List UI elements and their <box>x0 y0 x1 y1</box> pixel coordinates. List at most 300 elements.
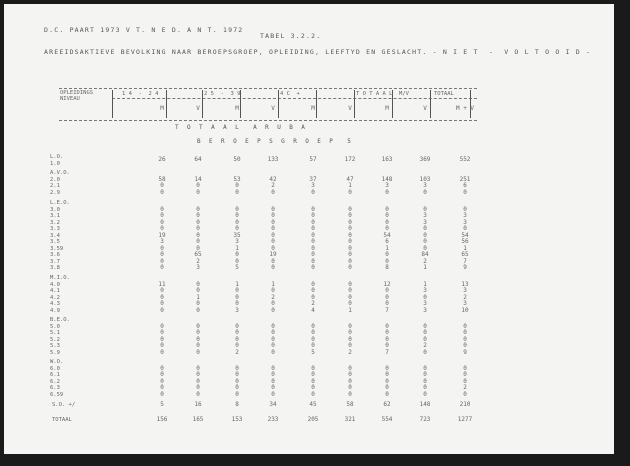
table-cell: 0 <box>423 390 427 398</box>
table-cell: 0 <box>196 342 200 349</box>
table-cell: 56 <box>461 238 469 245</box>
row-label: S.O. +/ <box>52 402 76 408</box>
table-cell: 3 <box>160 238 164 245</box>
column-divider <box>354 90 355 118</box>
row-header: OPLEIDINGS NIVEAU <box>60 90 94 102</box>
table-cell: 2 <box>311 300 315 307</box>
table-cell: 148 <box>419 401 431 408</box>
table-cell: 0 <box>160 188 164 196</box>
column-divider <box>166 90 167 118</box>
table-cell: 0 <box>271 238 275 245</box>
age-group-header: 4 C + <box>280 91 300 97</box>
table-cell: 5 <box>311 348 315 356</box>
table-cell: 0 <box>423 231 427 239</box>
table-cell: 10 <box>461 306 469 314</box>
table-cell: 9 <box>463 348 467 356</box>
table-cell: 0 <box>423 348 427 356</box>
table-cell: 172 <box>344 156 356 163</box>
table-cell: 0 <box>235 182 239 189</box>
table-cell: 0 <box>348 218 352 226</box>
table-cell: 0 <box>311 238 315 245</box>
table-cell: 2 <box>463 384 467 391</box>
table-cell: 47 <box>346 175 354 183</box>
table-cell: 0 <box>311 251 315 258</box>
column-divider <box>112 90 113 118</box>
table-cell: 0 <box>463 329 467 336</box>
table-cell: 65 <box>194 251 202 258</box>
table-cell: 0 <box>160 300 164 307</box>
table-cell: 0 <box>271 377 275 385</box>
table-cell: 0 <box>271 300 275 307</box>
table-cell: 0 <box>348 244 352 252</box>
table-cell: 0 <box>463 371 467 378</box>
table-number: TABEL 3.2.2. <box>260 32 322 40</box>
total-cell: 165 <box>192 416 204 423</box>
table-cell: 0 <box>196 329 200 336</box>
table-cell: 0 <box>423 364 427 372</box>
table-cell: 0 <box>348 293 352 301</box>
group-label: L.E.O. <box>50 200 70 206</box>
table-cell: 0 <box>385 212 389 219</box>
table-cell: 0 <box>311 280 315 288</box>
table-cell: 3 <box>423 306 427 314</box>
table-cell: 0 <box>160 371 164 378</box>
table-cell: 3 <box>311 182 315 189</box>
table-cell: 1 <box>385 244 389 252</box>
table-cell: 0 <box>311 390 315 398</box>
table-cell: 34 <box>269 401 277 408</box>
table-cell: 0 <box>385 377 389 385</box>
table-cell: 7 <box>385 348 389 356</box>
table-cell: 0 <box>196 238 200 245</box>
table-cell: 0 <box>311 342 315 349</box>
sex-header: M <box>235 105 239 112</box>
row-label: 4.1 <box>50 288 60 294</box>
table-cell: 0 <box>271 364 275 372</box>
table-cell: 50 <box>233 156 241 163</box>
table-cell: 0 <box>196 244 200 252</box>
table-cell: 35 <box>233 231 241 239</box>
row-label: 1.0 <box>50 160 60 167</box>
table-cell: 3 <box>423 212 427 219</box>
table-cell: 0 <box>463 377 467 385</box>
table-cell: 3 <box>463 300 467 307</box>
table-cell: 1 <box>423 264 427 271</box>
table-cell: 0 <box>160 390 164 398</box>
row-label: 5.9 <box>50 349 60 356</box>
table-cell: 2 <box>348 348 352 356</box>
table-cell: 0 <box>311 231 315 239</box>
table-cell: 57 <box>309 156 317 163</box>
table-cell: 0 <box>348 287 352 294</box>
table-cell: 0 <box>385 322 389 330</box>
table-cell: 0 <box>311 188 315 196</box>
table-cell: 13 <box>461 280 469 288</box>
table-cell: 3 <box>463 218 467 226</box>
table-cell: 45 <box>309 401 317 408</box>
table-cell: 2 <box>271 293 275 301</box>
table-cell: 8 <box>385 264 389 271</box>
table-cell: 1 <box>348 182 352 189</box>
table-cell: 0 <box>311 377 315 385</box>
table-cell: 5 <box>235 264 239 271</box>
table-cell: 0 <box>463 390 467 398</box>
table-cell: 0 <box>311 322 315 330</box>
row-label: 5.0 <box>50 323 60 330</box>
table-cell: 3 <box>423 287 427 294</box>
table-cell: 0 <box>271 264 275 271</box>
row-label: 3.0 <box>50 206 60 213</box>
table-cell: 0 <box>160 306 164 314</box>
table-cell: 0 <box>271 225 275 232</box>
table-cell: 2 <box>423 342 427 349</box>
row-label: 6.59 <box>50 391 64 398</box>
table-cell: 148 <box>381 175 393 183</box>
table-cell: 163 <box>381 156 393 163</box>
column-divider <box>202 90 203 118</box>
table-cell: 0 <box>423 335 427 343</box>
table-cell: 0 <box>196 335 200 343</box>
table-cell: 58 <box>346 401 354 408</box>
row-label: 5.3 <box>50 343 60 349</box>
row-label: 6.1 <box>50 372 60 378</box>
table-cell: 0 <box>160 329 164 336</box>
table-cell: 54 <box>461 231 469 239</box>
table-cell: 11 <box>158 280 166 288</box>
table-cell: 2 <box>463 293 467 301</box>
table-cell: 0 <box>196 280 200 288</box>
sex-header: V <box>271 105 275 112</box>
table-cell: 0 <box>348 280 352 288</box>
table-cell: 0 <box>385 342 389 349</box>
table-cell: 0 <box>196 390 200 398</box>
rule <box>59 88 477 89</box>
table-cell: 0 <box>196 322 200 330</box>
table-cell: 0 <box>385 205 389 213</box>
row-label: 2.1 <box>50 183 60 189</box>
table-cell: 0 <box>423 371 427 378</box>
table-cell: 0 <box>311 225 315 232</box>
table-cell: 0 <box>235 257 239 265</box>
table-cell: 0 <box>196 212 200 219</box>
table-cell: 2 <box>271 182 275 189</box>
group-label: B.E.O. <box>50 317 70 323</box>
row-label: 3.6 <box>50 252 60 258</box>
table-cell: 0 <box>311 257 315 265</box>
sex-header: V <box>423 105 427 112</box>
table-cell: 0 <box>196 384 200 391</box>
table-cell: 3 <box>423 300 427 307</box>
table-cell: 0 <box>271 205 275 213</box>
table-cell: 0 <box>235 225 239 232</box>
table-cell: 0 <box>271 342 275 349</box>
table-cell: 0 <box>385 293 389 301</box>
row-label: 4.9 <box>50 307 60 314</box>
table-cell: 84 <box>421 251 429 258</box>
table-cell: 0 <box>271 188 275 196</box>
table-cell: 1 <box>463 244 467 252</box>
sex-header: M <box>385 105 389 112</box>
table-cell: 0 <box>348 205 352 213</box>
table-cell: 0 <box>271 244 275 252</box>
table-cell: 0 <box>348 371 352 378</box>
table-cell: 0 <box>311 329 315 336</box>
total-cell: 321 <box>344 416 356 423</box>
table-cell: 0 <box>160 218 164 226</box>
sex-header: M <box>160 105 164 112</box>
table-cell: 0 <box>385 287 389 294</box>
table-cell: 0 <box>271 371 275 378</box>
table-cell: 0 <box>463 225 467 232</box>
table-cell: 1 <box>271 280 275 288</box>
total-cell: 153 <box>231 416 243 423</box>
table-cell: 0 <box>196 364 200 372</box>
table-cell: 1 <box>196 293 200 301</box>
row-label: 3.8 <box>50 265 60 271</box>
table-cell: 0 <box>160 348 164 356</box>
column-divider <box>278 90 279 118</box>
table-cell: 0 <box>311 335 315 343</box>
table-cell: 0 <box>235 188 239 196</box>
table-cell: 552 <box>459 156 471 163</box>
section-title: T O T A A L A R U B A <box>175 124 308 131</box>
row-label: 5.2 <box>50 336 60 343</box>
table-cell: 0 <box>463 335 467 343</box>
table-cell: 0 <box>160 322 164 330</box>
table-cell: 0 <box>196 205 200 213</box>
table-cell: 0 <box>196 287 200 294</box>
table-cell: 0 <box>271 306 275 314</box>
group-label: L.O. <box>50 154 64 160</box>
column-divider <box>316 90 317 118</box>
total-cell: 723 <box>419 416 431 423</box>
table-cell: 0 <box>385 251 389 258</box>
table-cell: 54 <box>383 231 391 239</box>
table-cell: 0 <box>385 329 389 336</box>
table-cell: 0 <box>311 293 315 301</box>
table-cell: 0 <box>235 390 239 398</box>
table-cell: 58 <box>158 175 166 183</box>
table-cell: 0 <box>385 364 389 372</box>
document-page <box>4 4 614 454</box>
table-cell: 0 <box>235 251 239 258</box>
age-group-header: 1 4 - 2 4 <box>122 91 159 97</box>
table-cell: 0 <box>196 182 200 189</box>
table-cell: 0 <box>160 377 164 385</box>
table-cell: 3 <box>463 212 467 219</box>
table-cell: 0 <box>235 371 239 378</box>
table-cell: 0 <box>271 257 275 265</box>
row-label: 6.0 <box>50 365 60 372</box>
table-cell: 0 <box>423 293 427 301</box>
row-label: 3.7 <box>50 258 60 265</box>
table-cell: 0 <box>311 287 315 294</box>
table-cell: 1 <box>423 280 427 288</box>
table-cell: 0 <box>160 342 164 349</box>
table-cell: 0 <box>160 287 164 294</box>
table-cell: 8 <box>235 401 239 408</box>
table-cell: 0 <box>311 244 315 252</box>
table-cell: 3 <box>235 306 239 314</box>
table-cell: 0 <box>271 335 275 343</box>
table-cell: 2 <box>196 257 200 265</box>
table-cell: 0 <box>235 322 239 330</box>
table-cell: 0 <box>271 390 275 398</box>
table-cell: 0 <box>463 322 467 330</box>
table-cell: 0 <box>423 244 427 252</box>
table-cell: 0 <box>160 384 164 391</box>
table-cell: 6 <box>385 238 389 245</box>
table-cell: 0 <box>235 212 239 219</box>
row-label: 3.1 <box>50 213 60 219</box>
table-cell: 0 <box>160 225 164 232</box>
rule <box>59 120 477 121</box>
row-label: 3.5 <box>50 239 60 245</box>
table-cell: 0 <box>311 264 315 271</box>
group-label: A.V.O. <box>50 170 70 176</box>
table-cell: 0 <box>423 329 427 336</box>
table-cell: 0 <box>348 390 352 398</box>
table-cell: 0 <box>311 384 315 391</box>
table-cell: 16 <box>194 401 202 408</box>
age-group-header: TOTAAL <box>434 91 454 97</box>
table-cell: 0 <box>348 384 352 391</box>
table-cell: 133 <box>267 156 279 163</box>
table-cell: 0 <box>463 364 467 372</box>
row-label: 4.3 <box>50 301 60 307</box>
table-cell: 1 <box>348 306 352 314</box>
table-cell: 0 <box>311 212 315 219</box>
table-cell: 0 <box>385 384 389 391</box>
table-cell: 0 <box>271 212 275 219</box>
table-cell: 0 <box>348 212 352 219</box>
table-cell: 0 <box>235 329 239 336</box>
table-cell: 0 <box>271 384 275 391</box>
row-label: 4.2 <box>50 294 60 301</box>
table-cell: 0 <box>463 205 467 213</box>
table-cell: 0 <box>271 348 275 356</box>
total-cell: 156 <box>156 416 168 423</box>
table-cell: 0 <box>423 238 427 245</box>
table-cell: 0 <box>311 364 315 372</box>
group-label: W.O. <box>50 359 64 365</box>
table-cell: 5 <box>160 401 164 408</box>
row-label: 5.1 <box>50 330 60 336</box>
table-cell: 3 <box>463 287 467 294</box>
table-cell: 0 <box>348 264 352 271</box>
sex-header: M <box>311 105 315 112</box>
table-cell: 0 <box>196 188 200 196</box>
table-cell: 1 <box>235 280 239 288</box>
table-cell: 0 <box>423 384 427 391</box>
group-label: M.I.O. <box>50 275 70 281</box>
table-cell: 0 <box>385 335 389 343</box>
row-label: 6.2 <box>50 378 60 385</box>
table-cell: 42 <box>269 175 277 183</box>
table-cell: 2 <box>235 348 239 356</box>
age-group-header: T O T A A L M/V <box>356 91 409 97</box>
table-cell: 0 <box>235 218 239 226</box>
table-cell: 0 <box>348 342 352 349</box>
table-cell: 0 <box>196 231 200 239</box>
row-label: 2.9 <box>50 189 60 196</box>
table-cell: 0 <box>235 205 239 213</box>
table-cell: 0 <box>196 225 200 232</box>
table-cell: 0 <box>271 287 275 294</box>
table-cell: 210 <box>459 401 471 408</box>
table-cell: 26 <box>158 156 166 163</box>
table-cell: 0 <box>160 212 164 219</box>
total-cell: 1277 <box>457 416 473 423</box>
sex-header: V <box>196 105 200 112</box>
table-cell: 0 <box>385 300 389 307</box>
table-cell: 0 <box>235 377 239 385</box>
table-cell: 65 <box>461 251 469 258</box>
row-label: 3.2 <box>50 219 60 226</box>
table-cell: 0 <box>423 377 427 385</box>
table-cell: 3 <box>385 182 389 189</box>
table-title: AREEIDSAKTIEVE BEVOLKING NAAR BEROEPSGROEP, OPLEIDING, LEEFTYD EN GESLACHT. - N I E T - V O L T O O I D - <box>44 48 592 56</box>
table-cell: 0 <box>196 371 200 378</box>
table-cell: 14 <box>194 175 202 183</box>
table-cell: 0 <box>235 384 239 391</box>
table-cell: 0 <box>196 300 200 307</box>
table-cell: 3 <box>196 264 200 271</box>
table-cell: 0 <box>348 329 352 336</box>
total-label: TOTAAL <box>52 417 72 423</box>
table-cell: 0 <box>348 251 352 258</box>
table-cell: 0 <box>348 335 352 343</box>
table-cell: 0 <box>160 182 164 189</box>
table-cell: 0 <box>196 348 200 356</box>
table-cell: 0 <box>311 371 315 378</box>
row-label: 3.59 <box>50 245 64 252</box>
table-cell: 0 <box>160 335 164 343</box>
table-cell: 53 <box>233 175 241 183</box>
table-cell: 6 <box>463 182 467 189</box>
table-cell: 3 <box>423 182 427 189</box>
table-cell: 0 <box>235 293 239 301</box>
table-cell: 3 <box>235 238 239 245</box>
table-cell: 0 <box>423 188 427 196</box>
table-cell: 0 <box>385 188 389 196</box>
table-cell: 1 <box>235 244 239 252</box>
table-cell: 0 <box>348 188 352 196</box>
table-cell: 4 <box>311 306 315 314</box>
total-cell: 233 <box>267 416 279 423</box>
row-label: 6.3 <box>50 385 60 391</box>
table-cell: 0 <box>385 218 389 226</box>
table-cell: 0 <box>348 257 352 265</box>
table-cell: 103 <box>419 175 431 183</box>
table-cell: 0 <box>196 218 200 226</box>
table-cell: 369 <box>419 156 431 163</box>
table-cell: 0 <box>348 225 352 232</box>
table-cell: 37 <box>309 175 317 183</box>
table-cell: 0 <box>271 231 275 239</box>
table-cell: 2 <box>423 257 427 265</box>
table-cell: 0 <box>235 342 239 349</box>
table-cell: 0 <box>196 306 200 314</box>
table-cell: 19 <box>158 231 166 239</box>
table-cell: 0 <box>423 225 427 232</box>
table-cell: 0 <box>235 300 239 307</box>
table-cell: 0 <box>311 218 315 226</box>
age-group-header: 2 5 - 3 9 <box>204 91 241 97</box>
column-divider <box>430 90 431 118</box>
table-cell: 0 <box>160 264 164 271</box>
table-cell: 0 <box>160 293 164 301</box>
